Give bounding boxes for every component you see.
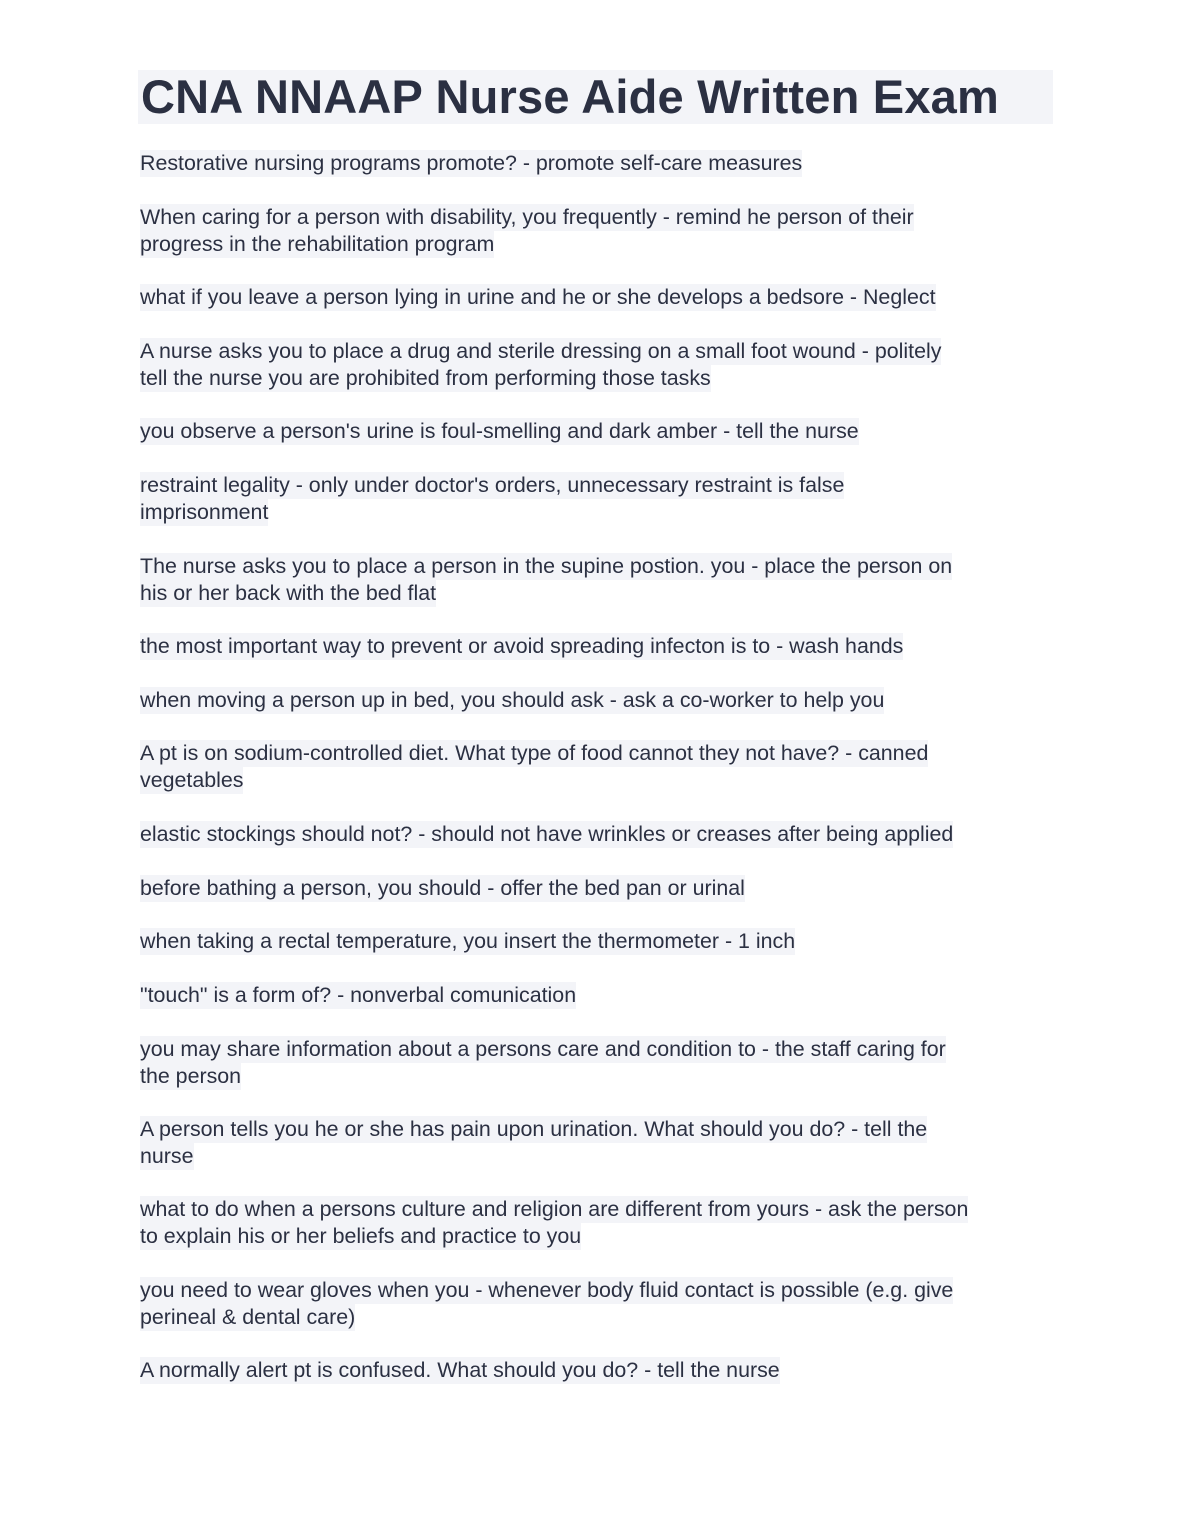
qa-item <box>140 875 745 902</box>
qa-line: The nurse asks you to place a person in the supine postion. you - place the person on <box>140 554 953 578</box>
qa-line: "touch" is a form of? - nonverbal comunication <box>140 983 577 1007</box>
qa-line: A person tells you he or she has pain upon urination. What should you do? - tell the <box>140 1117 928 1141</box>
qa-line: vegetables <box>140 767 244 792</box>
qa-line: what if you leave a person lying in urine and he or she develops a bedsore - Neglect <box>140 285 936 309</box>
qa-line: the person <box>140 1063 242 1088</box>
qa-item <box>140 1036 946 1089</box>
qa-item <box>140 1277 953 1330</box>
qa-line: before bathing a person, you should - offer the bed pan or urinal <box>140 876 745 900</box>
page-title: CNA NNAAP Nurse Aide Written Exam <box>141 70 999 123</box>
qa-line: when taking a rectal temperature, you insert the thermometer - 1 inch <box>140 929 796 953</box>
qa-line: the most important way to prevent or avoid spreading infecton is to - wash hands <box>140 634 904 658</box>
qa-item <box>140 553 952 606</box>
qa-line: nurse <box>140 1143 194 1168</box>
qa-item <box>140 928 795 955</box>
qa-line: perineal & dental care) <box>140 1304 356 1329</box>
qa-line: to explain his or her beliefs and practice to you <box>140 1223 582 1248</box>
qa-item <box>140 1196 968 1249</box>
qa-line: A nurse asks you to place a drug and sterile dressing on a small foot wound - politely <box>140 339 942 363</box>
qa-line: elastic stockings should not? - should not have wrinkles or creases after being applied <box>140 822 954 846</box>
qa-item <box>140 418 859 445</box>
qa-item <box>140 1357 780 1384</box>
qa-line: A normally alert pt is confused. What should you do? - tell the nurse <box>140 1358 780 1382</box>
qa-item <box>140 982 576 1009</box>
qa-line: what to do when a persons culture and religion are different from yours - ask the person <box>140 1197 969 1221</box>
qa-line: imprisonment <box>140 499 269 524</box>
qa-item <box>140 1116 927 1169</box>
qa-item <box>140 821 953 848</box>
qa-line: tell the nurse you are prohibited from performing those tasks <box>140 365 711 390</box>
qa-line: Restorative nursing programs promote? - promote self-care measures <box>140 151 803 175</box>
qa-line: you observe a person's urine is foul-smelling and dark amber - tell the nurse <box>140 419 859 443</box>
qa-item <box>140 687 884 714</box>
qa-line: his or her back with the bed flat <box>140 580 437 605</box>
qa-line: you may share information about a persons care and condition to - the staff caring for <box>140 1037 946 1061</box>
qa-item <box>140 150 802 177</box>
qa-line: A pt is on sodium-controlled diet. What type of food cannot they not have? - canned <box>140 741 929 765</box>
qa-item <box>140 633 903 660</box>
qa-line: When caring for a person with disability, you frequently - remind he person of their <box>140 205 914 229</box>
qa-item <box>140 338 941 391</box>
qa-line: progress in the rehabilitation program <box>140 231 495 256</box>
qa-line: when moving a person up in bed, you should ask - ask a co-worker to help you <box>140 688 885 712</box>
qa-item <box>140 740 928 793</box>
qa-item <box>140 204 914 257</box>
qa-item <box>140 472 844 525</box>
qa-line: restraint legality - only under doctor's orders, unnecessary restraint is false <box>140 473 845 497</box>
qa-line: you need to wear gloves when you - whenever body fluid contact is possible (e.g. give <box>140 1278 954 1302</box>
qa-item <box>140 284 936 311</box>
